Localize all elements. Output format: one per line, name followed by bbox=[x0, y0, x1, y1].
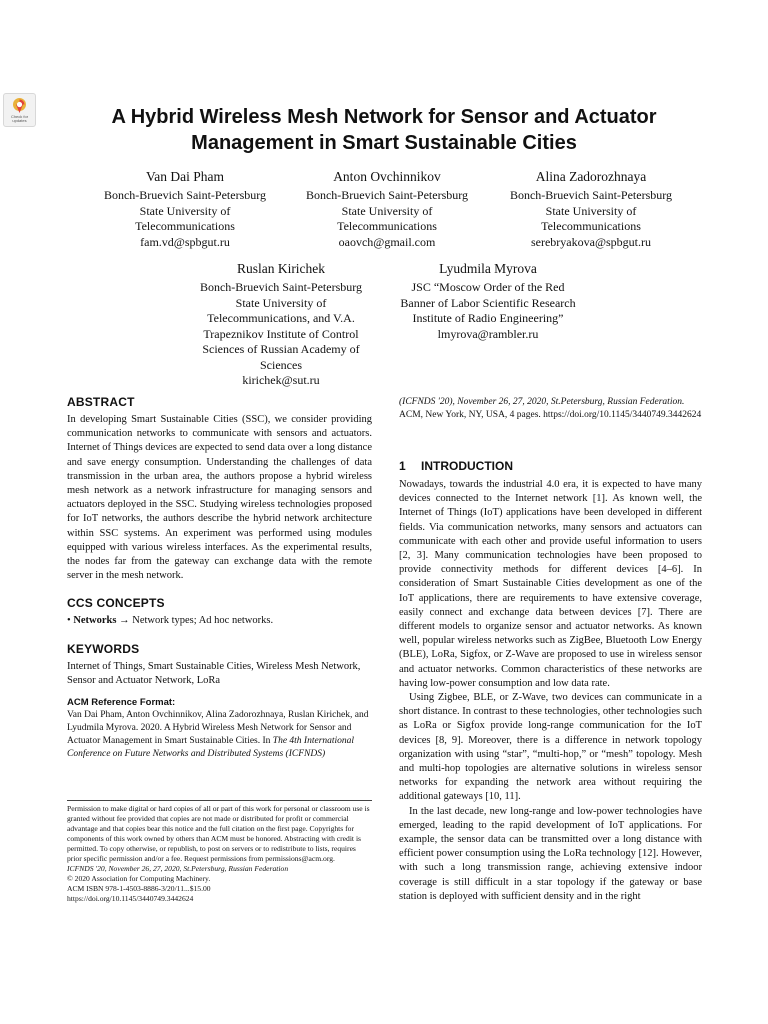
section-title: INTRODUCTION bbox=[421, 459, 513, 473]
author-affiliation-line: Bonch-Bruevich Saint-Petersburg bbox=[509, 188, 673, 202]
intro-paragraph: Nowadays, towards the industrial 4.0 era, it is expected to have many devices connected to the Internet network [1]. As known well, the Internet of Things (IoT) applications have been developed in different fields. Via communication networks, many sensors and actuators can communicate with each other and provide useful information to users [2, 3]. Many communication technologies have been proposed to provide connectivity methods for different devices [4–6]. In consideration of Smart Sustainable Cities development as one of the IoT applications, there are requirements to have extensive coverage, easily connect and exchange data between devices [7]. There are different models to organize sensor and actuator networks. As known well, popular wireless networks such as ZigBee, Bluetooth Low Energy (BLE), LoRa, Sigfox, or Z-Wave are proposed to use in wireless sensor and actuator networks. Common characteristics of these networks are having low-power consumption and low data rate. bbox=[399, 479, 702, 689]
badge-line-1: Check for bbox=[10, 114, 29, 119]
acm-reference-text bbox=[67, 709, 372, 761]
intro-paragraph: In the last decade, new long-range and low-power technologies have emerged, leading to the rapid development of IoT applications. For example, the sensor data can be transmitted over a long distance with efficient power consumption using the LoRa technology [12]. However, with such a long transmission range, achieving extensive indoor coverage is still difficult in a star topology if the gateway or base station is deployed with sufficient density and in the right bbox=[399, 805, 702, 902]
left-column bbox=[67, 394, 372, 761]
paper-title: A Hybrid Wireless Mesh Network for Sensor and Actuator Management in Smart Sustainable Cities bbox=[111, 106, 657, 154]
ccs-rest: Network types; Ad hoc networks. bbox=[132, 615, 274, 627]
author-affiliation-line: State University of bbox=[235, 295, 327, 310]
check-for-updates-icon bbox=[12, 97, 27, 114]
author-name: Ruslan Kirichek bbox=[236, 261, 326, 276]
introduction-heading bbox=[399, 458, 702, 474]
ccs-bullet: • bbox=[67, 615, 71, 627]
author-affiliation-line: Bonch-Bruevich Saint-Petersburg bbox=[103, 188, 267, 202]
author-block bbox=[486, 168, 696, 250]
ccs-arrow: → bbox=[119, 615, 130, 627]
keywords-text: Internet of Things, Smart Sustainable Cities, Wireless Mesh Network, Sensor and Actuator Network, LoRa bbox=[67, 660, 361, 686]
author-block bbox=[176, 260, 386, 389]
author-name: Van Dai Pham bbox=[146, 169, 224, 184]
acm-reference-heading: ACM Reference Format: bbox=[67, 697, 176, 709]
author-block bbox=[80, 168, 290, 250]
author-email[interactable]: kirichek@sut.ru bbox=[242, 373, 320, 387]
acm-reference-continued bbox=[399, 396, 702, 422]
ccs-heading: CCS CONCEPTS bbox=[67, 596, 165, 611]
author-affiliation-line: Trapeznikov Institute of Control bbox=[203, 326, 359, 341]
badge-line-2: updates bbox=[12, 118, 27, 123]
author-block bbox=[282, 168, 492, 250]
permission-notice: Permission to make digital or hard copies of all or part of this work for personal or classroom use is granted without fee provided that copies are not made or distributed for profit or commercial advantage and that copies bear this notice and the full citation on the first page. Copyrights for components of this work owned by others than ACM must be honored. Abstracting with credit is permitted. To copy otherwise, or republish, to post on servers or to redistribute to lists, requires prior specific permission and/or a fee. Request permissions from permissions@acm.org. bbox=[67, 804, 370, 863]
author-email[interactable]: fam.vd@spbgut.ru bbox=[140, 234, 230, 249]
author-affiliation-line: Institute of Radio Engineering” bbox=[412, 311, 564, 325]
author-affiliation-line: Banner of Labor Scientific Research bbox=[400, 295, 576, 310]
author-affiliation-line: State University of bbox=[341, 203, 433, 218]
author-email[interactable]: oaovch@gmail.com bbox=[338, 234, 436, 249]
author-affiliation-line: State University of bbox=[139, 203, 231, 218]
author-name: Anton Ovchinnikov bbox=[333, 169, 441, 184]
author-name: Lyudmila Myrova bbox=[439, 261, 537, 276]
author-affiliation-line: Bonch-Bruevich Saint-Petersburg bbox=[305, 188, 469, 202]
isbn-line: ACM ISBN 978-1-4503-8886-3/20/11...$15.00 bbox=[67, 884, 211, 893]
acm-reference-continued-plain: ACM, New York, NY, USA, 4 pages. https://doi.org/10.1145/3440749.3442624 bbox=[399, 410, 702, 420]
keywords-heading: KEYWORDS bbox=[67, 641, 140, 656]
acm-reference-continued-italic: (ICFNDS '20), November 26, 27, 2020, St.Petersburg, Russian Federation. bbox=[399, 397, 685, 407]
author-affiliation-line: Bonch-Bruevich Saint-Petersburg bbox=[199, 280, 363, 294]
author-affiliation-line: JSC “Moscow Order of the Red bbox=[411, 280, 565, 294]
copyright-line: © 2020 Association for Computing Machinery. bbox=[67, 874, 211, 883]
author-affiliation-line: Telecommunications bbox=[135, 219, 235, 233]
ccs-term: Networks bbox=[73, 615, 117, 627]
acm-reference-conference: The 4th International Conference on Future Networks and Distributed Systems (ICFNDS) bbox=[67, 736, 355, 760]
author-email[interactable]: serebryakova@spbgut.ru bbox=[530, 234, 652, 249]
ccs-text bbox=[67, 614, 372, 628]
author-block bbox=[381, 260, 595, 342]
author-affiliation-line: Telecommunications, and V.A. bbox=[207, 311, 355, 325]
section-number: 1 bbox=[399, 459, 406, 473]
author-affiliation-line: Sciences bbox=[260, 357, 302, 372]
author-affiliation-line: Sciences of Russian Academy of bbox=[202, 342, 360, 356]
doi-link[interactable]: https://doi.org/10.1145/3440749.3442624 bbox=[67, 894, 194, 903]
right-column bbox=[399, 396, 702, 904]
author-name: Alina Zadorozhnaya bbox=[535, 169, 647, 184]
conference-line: ICFNDS '20, November 26, 27, 2020, St.Petersburg, Russian Federation bbox=[67, 864, 289, 873]
intro-paragraph: Using Zigbee, BLE, or Z-Wave, two devices can communicate in a short distance. In contrast to these technologies, other technologies such as LoRa or Sigfox provide long-range communication for the IoT devices [8, 9]. Moreover, there is a difference in network topology organization with using “star”, “multi-hop,” or “mesh” topology. Mesh and multi-hop topologies are alternative solutions in wireless sensor networks for expanding the network area without requiring the additional gateways [10, 11]. bbox=[399, 692, 702, 803]
abstract-text: In developing Smart Sustainable Cities (SSC), we consider providing communication networks to communicate with sensors and actuators. Internet of Things devices are expected to send data over a long distance and save energy consumption. Understanding the challenges of data transmission in the urban area, the authors propose a hybrid wireless mesh network as a network infrastructure for managing sensors and actuators deployed in the SSC. Studying wireless technologies proposed for IoT networks, the authors describe the hybrid network architecture within SSC systems. An experiment was performed using modules equipped with various wireless interfaces. As the experimental results, the nodes far from the gateway can exchange data with the remote server in the mesh network. bbox=[67, 414, 372, 582]
author-affiliation-line: State University of bbox=[545, 203, 637, 218]
acm-reference-plain: Van Dai Pham, Anton Ovchinnikov, Alina Zadorozhnaya, Ruslan Kirichek, and Lyudmila Myrova. 2020. A Hybrid Wireless Mesh Network for Sensor and Actuator Management in Smart Sustainable Cities. In bbox=[67, 710, 369, 747]
author-email[interactable]: lmyrova@rambler.ru bbox=[437, 326, 539, 341]
check-for-updates-badge[interactable] bbox=[3, 93, 36, 127]
abstract-heading: ABSTRACT bbox=[67, 395, 135, 409]
copyright-footnote bbox=[67, 800, 372, 904]
author-affiliation-line: Telecommunications bbox=[337, 219, 437, 233]
author-affiliation-line: Telecommunications bbox=[541, 219, 641, 233]
